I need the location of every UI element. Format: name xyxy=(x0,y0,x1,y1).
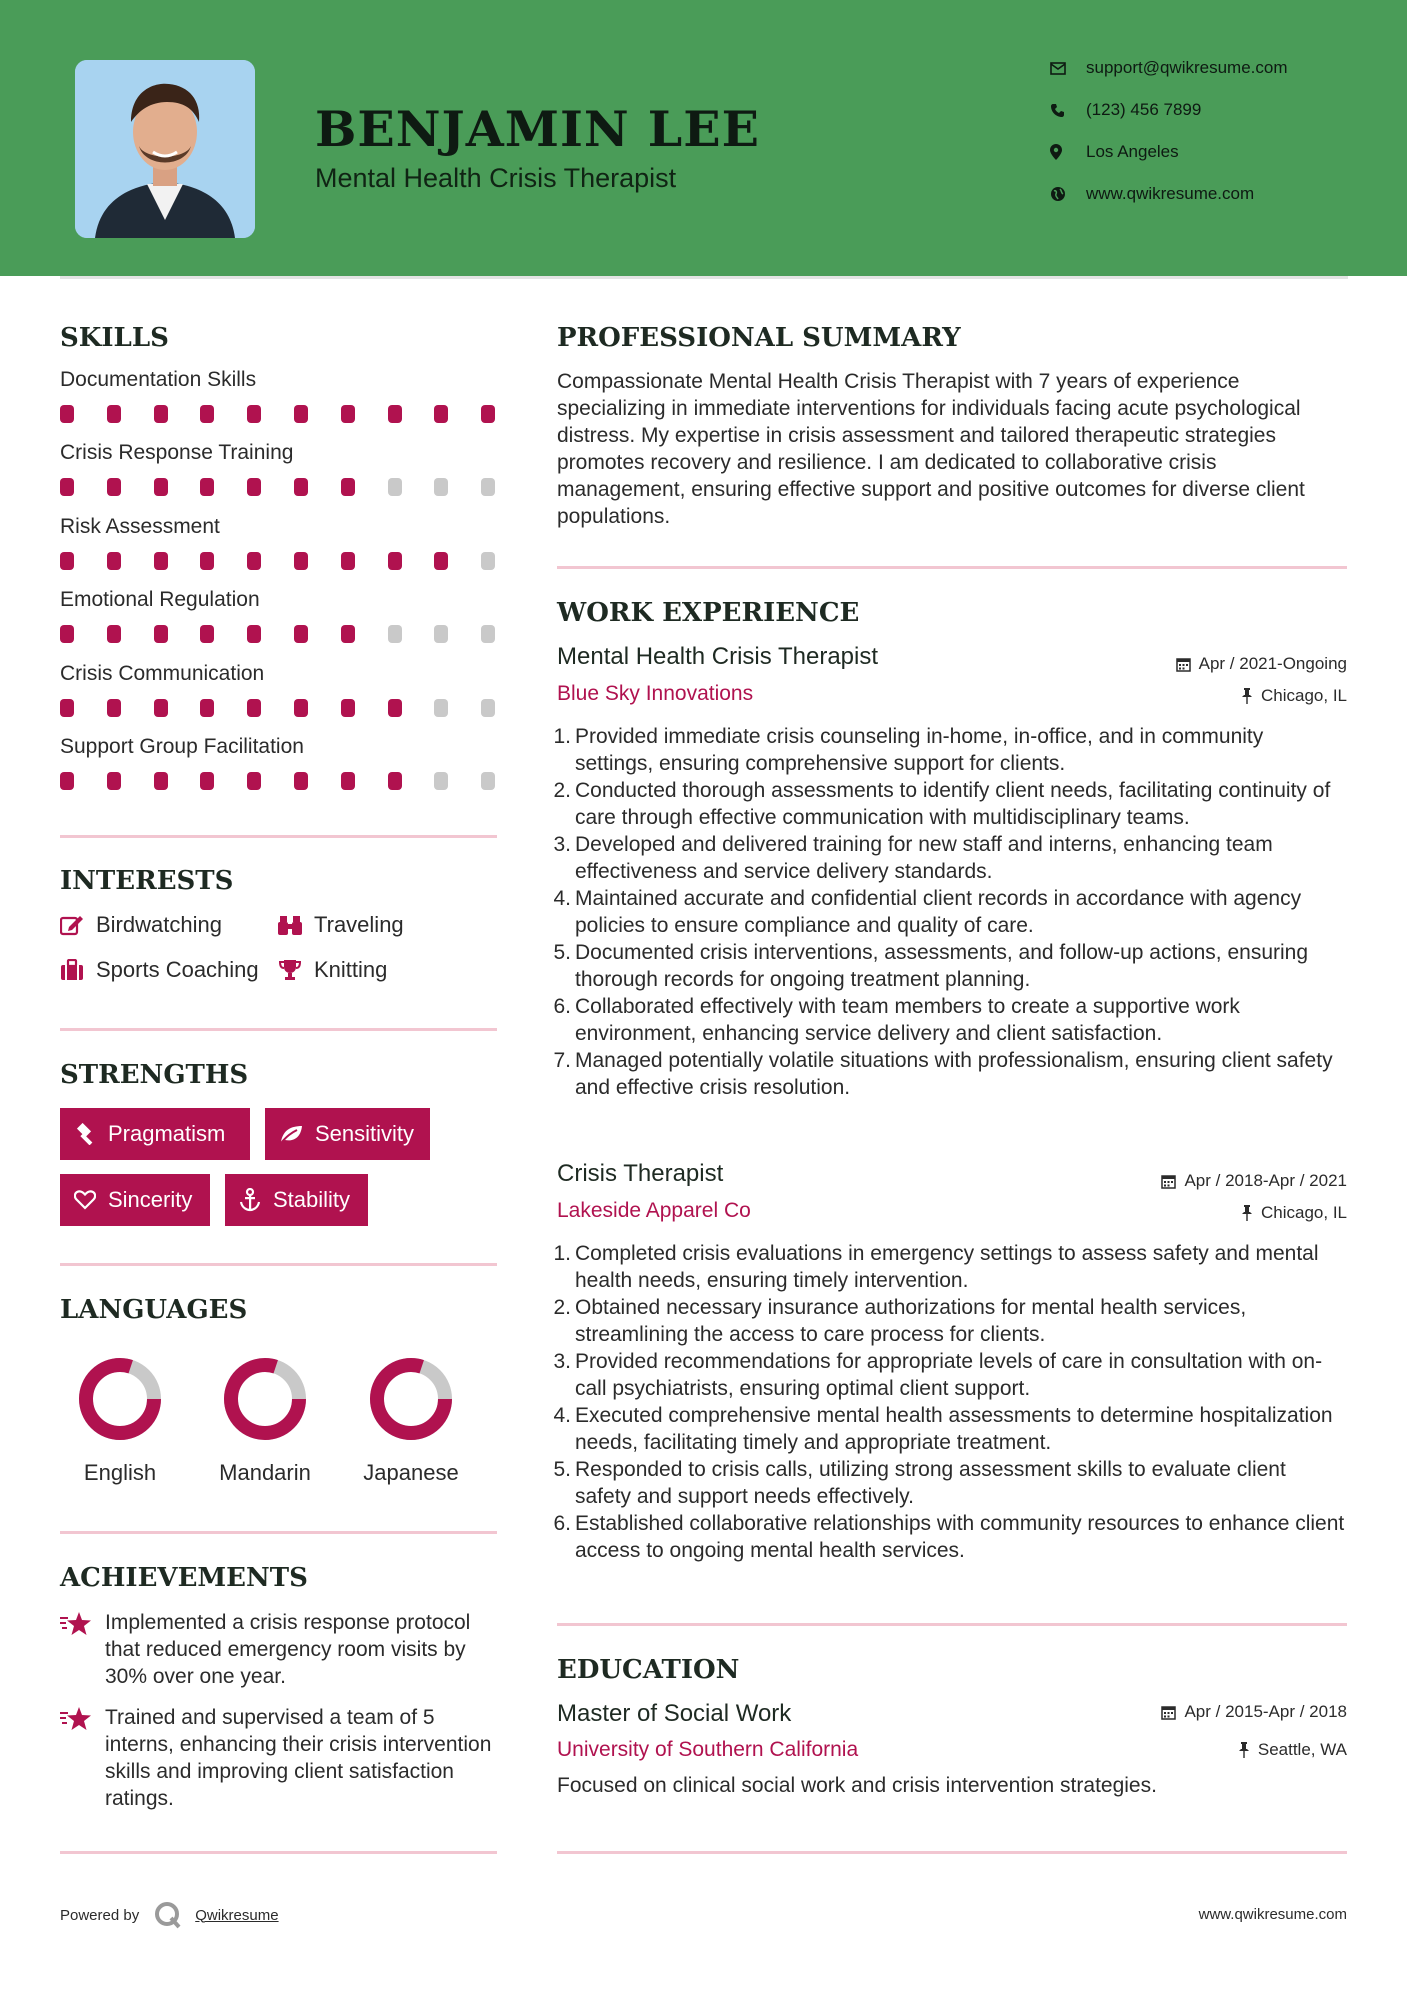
interest-item xyxy=(60,957,259,983)
job-dates-text: Apr / 2021-Ongoing xyxy=(1198,654,1347,673)
rating-dot-filled xyxy=(60,478,74,496)
education-description: Focused on clinical social work and crisis intervention strategies. xyxy=(557,1774,1157,1797)
skills-heading: SKILLS xyxy=(60,323,169,353)
duty-item xyxy=(553,831,1347,885)
rating-dot-empty xyxy=(481,772,495,790)
briefcase-icon xyxy=(60,959,84,981)
duty-item xyxy=(553,1402,1347,1456)
rating-dot-filled xyxy=(294,699,308,717)
strength-chip xyxy=(60,1108,250,1160)
rating-dot-filled xyxy=(247,478,261,496)
rating-dot-filled xyxy=(200,699,214,717)
language-name: English xyxy=(83,1460,157,1485)
duty-number: 6. xyxy=(553,1512,571,1535)
rating-dot-filled xyxy=(388,552,402,570)
rating-dot-filled xyxy=(107,625,121,643)
header-divider xyxy=(60,276,1348,279)
education-location-text: Seattle, WA xyxy=(1257,1740,1347,1759)
education-heading: EDUCATION xyxy=(557,1655,740,1685)
job-location-text: Chicago, IL xyxy=(1261,686,1347,705)
edit-icon xyxy=(60,914,84,936)
job-location xyxy=(1241,1203,1347,1223)
rating-dot-filled xyxy=(154,478,168,496)
duty-number: 2. xyxy=(553,779,571,802)
job-title: Mental Health Crisis Therapist xyxy=(557,643,879,670)
rating-dot-filled xyxy=(388,772,402,790)
duty-number: 1. xyxy=(553,1242,571,1265)
duty-item xyxy=(553,1047,1347,1101)
duty-number: 7. xyxy=(553,1049,571,1072)
language-name: Japanese xyxy=(363,1460,459,1485)
job-duties xyxy=(553,1240,1347,1564)
duty-item xyxy=(553,1240,1347,1294)
skills-divider xyxy=(60,835,497,838)
education-dates-text: Apr / 2015-Apr / 2018 xyxy=(1184,1702,1347,1721)
rating-dot-empty xyxy=(481,478,495,496)
duty-text: Provided recommendations for appropriate levels of care in consultation with on-call psychiatrists, ensuring optimal client support. xyxy=(575,1350,1323,1400)
interest-item xyxy=(278,957,387,983)
anchor-icon xyxy=(239,1188,261,1212)
duty-item xyxy=(553,777,1347,831)
rating-dot-empty xyxy=(388,478,402,496)
rating-dot-filled xyxy=(60,772,74,790)
powered-by-text: Powered by xyxy=(60,1906,140,1924)
strengths-heading: STRENGTHS xyxy=(60,1060,249,1090)
duty-text: Maintained accurate and confidential client records in accordance with agency policies to ensure compliance and quality of care. xyxy=(575,887,1302,937)
job-location-text: Chicago, IL xyxy=(1261,1203,1347,1222)
duty-text: Executed comprehensive mental health assessments to determine hospitalization needs, facilitating timely and appropriate treatment. xyxy=(575,1404,1333,1454)
duty-number: 3. xyxy=(553,833,571,856)
contact-email[interactable] xyxy=(1050,58,1288,78)
trophy-icon xyxy=(278,959,302,981)
job-dates-text: Apr / 2018-Apr / 2021 xyxy=(1184,1171,1347,1190)
duty-item xyxy=(553,885,1347,939)
language-proficiency-ring xyxy=(75,1354,165,1444)
job-dates xyxy=(1176,654,1347,674)
rating-dot-filled xyxy=(154,772,168,790)
interest-label: Birdwatching xyxy=(96,912,222,937)
interest-label: Knitting xyxy=(314,957,388,982)
calendar-icon xyxy=(1161,1705,1176,1720)
languages-divider xyxy=(60,1531,497,1534)
duty-item xyxy=(553,1294,1347,1348)
duty-number: 5. xyxy=(553,1458,571,1481)
pushpin-icon xyxy=(1238,1742,1250,1758)
leaf-icon xyxy=(279,1124,303,1144)
achievement-item xyxy=(60,1609,500,1699)
duty-item xyxy=(553,939,1347,993)
achievement-text: Implemented a crisis response protocol that reduced emergency room visits by 30% over one year. xyxy=(105,1611,471,1688)
job-title: Crisis Therapist xyxy=(557,1160,724,1187)
strength-label: Sensitivity xyxy=(315,1121,415,1146)
achievement-text: Trained and supervised a team of 5 interns, enhancing their crisis intervention skills and improving client satisfaction ratings. xyxy=(105,1706,492,1810)
rating-dot-empty xyxy=(434,772,448,790)
rating-dot-filled xyxy=(341,552,355,570)
rating-dot-filled xyxy=(341,405,355,423)
skill-name: Documentation Skills xyxy=(60,368,257,391)
binoculars-icon xyxy=(278,914,302,936)
rating-dot-empty xyxy=(434,625,448,643)
contact-location-text: Los Angeles xyxy=(1086,142,1179,161)
rating-dot-filled xyxy=(294,625,308,643)
rating-dot-filled xyxy=(341,478,355,496)
rating-dot-filled xyxy=(154,405,168,423)
rating-dot-empty xyxy=(481,552,495,570)
rating-dot-filled xyxy=(247,405,261,423)
languages-heading: LANGUAGES xyxy=(60,1295,248,1325)
education-divider xyxy=(557,1851,1347,1854)
rating-dot-filled xyxy=(294,405,308,423)
strengths-divider xyxy=(60,1263,497,1266)
skill-name: Crisis Communication xyxy=(60,661,265,685)
interests-heading: INTERESTS xyxy=(60,866,234,896)
duty-number: 4. xyxy=(553,887,571,910)
language-item xyxy=(195,1354,335,1449)
rating-dot-empty xyxy=(434,478,448,496)
globe-icon xyxy=(1050,186,1086,202)
calendar-icon xyxy=(1176,657,1191,672)
rating-dot-filled xyxy=(107,552,121,570)
duty-item xyxy=(553,723,1347,777)
skill-rating xyxy=(60,478,500,496)
education-degree: Master of Social Work xyxy=(557,1700,792,1727)
duty-text: Managed potentially volatile situations with professionalism, ensuring client safety and effective crisis resolution. xyxy=(575,1049,1333,1099)
rating-dot-filled xyxy=(341,699,355,717)
rating-dot-empty xyxy=(388,625,402,643)
duty-text: Responded to crisis calls, utilizing strong assessment skills to evaluate client safety and support needs effectively. xyxy=(575,1458,1286,1508)
job-duties xyxy=(553,723,1347,1101)
job-company: Lakeside Apparel Co xyxy=(557,1199,751,1222)
envelope-icon xyxy=(1050,62,1086,75)
star-icon xyxy=(60,1706,92,1732)
rating-dot-filled xyxy=(107,772,121,790)
contact-phone[interactable] xyxy=(1050,100,1201,120)
rating-dot-filled xyxy=(247,699,261,717)
interest-label: Sports Coaching xyxy=(96,957,259,982)
education-dates xyxy=(1161,1702,1347,1722)
rating-dot-filled xyxy=(60,625,74,643)
language-item xyxy=(50,1354,190,1449)
rating-dot-filled xyxy=(60,699,74,717)
skill-rating xyxy=(60,405,500,423)
duty-number: 1. xyxy=(553,725,571,748)
rating-dot-filled xyxy=(294,772,308,790)
skill-rating xyxy=(60,552,500,570)
contact-website[interactable] xyxy=(1050,184,1254,204)
duty-item xyxy=(553,993,1347,1047)
rating-dot-filled xyxy=(388,699,402,717)
duty-text: Conducted thorough assessments to identify client needs, facilitating continuity of care through effective communication with multidisciplinary teams. xyxy=(575,779,1331,829)
job-dates xyxy=(1161,1171,1347,1191)
language-proficiency-ring xyxy=(220,1354,310,1444)
duty-text: Documented crisis interventions, assessments, and follow-up actions, ensuring thorough records for ongoing treatment planning. xyxy=(575,941,1309,991)
rating-dot-filled xyxy=(247,772,261,790)
skill-rating xyxy=(60,699,500,717)
duty-item xyxy=(553,1348,1347,1402)
star-icon xyxy=(60,1611,92,1637)
job-company: Blue Sky Innovations xyxy=(557,682,754,705)
strength-chip xyxy=(225,1174,368,1226)
gavel-icon xyxy=(74,1123,96,1145)
rating-dot-filled xyxy=(341,772,355,790)
skill-rating xyxy=(60,772,500,790)
rating-dot-filled xyxy=(107,478,121,496)
education-school: University of Southern California xyxy=(557,1738,859,1761)
rating-dot-filled xyxy=(481,405,495,423)
rating-dot-filled xyxy=(107,405,121,423)
footer-powered-by xyxy=(60,1900,279,1930)
duty-number: 3. xyxy=(553,1350,571,1373)
duty-item xyxy=(553,1456,1347,1510)
rating-dot-filled xyxy=(294,478,308,496)
candidate-name: BENJAMIN LEE xyxy=(315,100,760,158)
summary-divider xyxy=(557,566,1347,569)
candidate-title: Mental Health Crisis Therapist xyxy=(315,163,677,193)
contact-website-text: www.qwikresume.com xyxy=(1086,184,1255,203)
rating-dot-filled xyxy=(107,699,121,717)
calendar-icon xyxy=(1161,1174,1176,1189)
duty-number: 6. xyxy=(553,995,571,1018)
education-location xyxy=(1238,1740,1347,1760)
skill-name: Support Group Facilitation xyxy=(60,735,304,758)
rating-dot-filled xyxy=(154,552,168,570)
experience-heading: WORK EXPERIENCE xyxy=(557,598,860,628)
strength-chip xyxy=(265,1108,430,1160)
phone-icon xyxy=(1050,103,1086,118)
rating-dot-filled xyxy=(341,625,355,643)
footer-url[interactable]: www.qwikresume.com xyxy=(1198,1906,1347,1923)
rating-dot-filled xyxy=(434,405,448,423)
duty-item xyxy=(553,1510,1347,1564)
language-name: Mandarin xyxy=(219,1460,311,1485)
rating-dot-filled xyxy=(294,552,308,570)
duty-number: 5. xyxy=(553,941,571,964)
experience-divider xyxy=(557,1623,1347,1626)
rating-dot-filled xyxy=(60,552,74,570)
achievements-heading: ACHIEVEMENTS xyxy=(60,1563,308,1593)
profile-photo xyxy=(75,60,255,238)
rating-dot-filled xyxy=(200,625,214,643)
duty-number: 4. xyxy=(553,1404,571,1427)
rating-dot-filled xyxy=(154,625,168,643)
interests-divider xyxy=(60,1028,497,1031)
duty-number: 2. xyxy=(553,1296,571,1319)
rating-dot-filled xyxy=(247,625,261,643)
duty-text: Developed and delivered training for new staff and interns, enhancing team effectiveness and service delivery standards. xyxy=(575,833,1273,883)
qwikresume-logo-icon xyxy=(153,1900,183,1930)
skill-name: Emotional Regulation xyxy=(60,588,260,612)
rating-dot-empty xyxy=(481,699,495,717)
contact-location xyxy=(1050,142,1179,162)
strength-label: Sincerity xyxy=(108,1187,193,1212)
skill-rating xyxy=(60,625,500,643)
rating-dot-filled xyxy=(388,405,402,423)
map-marker-icon xyxy=(1050,144,1086,160)
strength-chip xyxy=(60,1174,210,1226)
rating-dot-filled xyxy=(200,405,214,423)
summary-text: Compassionate Mental Health Crisis Therapist with 7 years of experience specializing in immediate interventions for individuals facing acute psychological distress. My expertise in crisis assessment and tailored therapeutic strategies promotes recovery and resilience. I am dedicated to collaborative crisis management, ensuring effective support and positive outcomes for diverse client populations. xyxy=(557,370,1305,528)
summary-heading: PROFESSIONAL SUMMARY xyxy=(557,323,961,353)
heart-icon xyxy=(74,1190,96,1210)
contact-phone-text: (123) 456 7899 xyxy=(1086,100,1202,119)
rating-dot-filled xyxy=(200,772,214,790)
skill-name: Risk Assessment xyxy=(60,514,220,538)
contact-email-text: support@qwikresume.com xyxy=(1086,58,1288,77)
language-item xyxy=(341,1354,481,1449)
achievements-divider xyxy=(60,1851,497,1854)
rating-dot-empty xyxy=(481,625,495,643)
duty-text: Collaborated effectively with team members to create a supportive work environment, enhancing service delivery and client satisfaction. xyxy=(575,995,1240,1045)
duty-text: Completed crisis evaluations in emergency settings to assess safety and mental health needs, ensuring timely intervention. xyxy=(575,1242,1319,1292)
rating-dot-filled xyxy=(434,552,448,570)
strength-label: Pragmatism xyxy=(108,1121,226,1146)
interest-label: Traveling xyxy=(314,912,404,937)
duty-text: Provided immediate crisis counseling in-home, in-office, and in community settings, ensuring comprehensive support for clients. xyxy=(575,725,1264,775)
rating-dot-filled xyxy=(200,552,214,570)
rating-dot-empty xyxy=(434,699,448,717)
duty-text: Established collaborative relationships with community resources to enhance client access to ongoing mental health services. xyxy=(575,1512,1345,1562)
footer-brand-link[interactable]: Qwikresume xyxy=(195,1906,279,1924)
pushpin-icon xyxy=(1241,1205,1253,1221)
interest-item xyxy=(60,912,222,938)
language-proficiency-ring xyxy=(366,1354,456,1444)
rating-dot-filled xyxy=(60,405,74,423)
interest-item xyxy=(278,912,404,938)
achievement-item xyxy=(60,1704,500,1819)
skill-name: Crisis Response Training xyxy=(60,441,294,465)
strength-label: Stability xyxy=(273,1187,351,1212)
pushpin-icon xyxy=(1241,688,1253,704)
rating-dot-filled xyxy=(200,478,214,496)
duty-text: Obtained necessary insurance authorizations for mental health services, streamlining the access to care process for clients. xyxy=(575,1296,1247,1346)
rating-dot-filled xyxy=(247,552,261,570)
rating-dot-filled xyxy=(154,699,168,717)
job-location xyxy=(1241,686,1347,706)
